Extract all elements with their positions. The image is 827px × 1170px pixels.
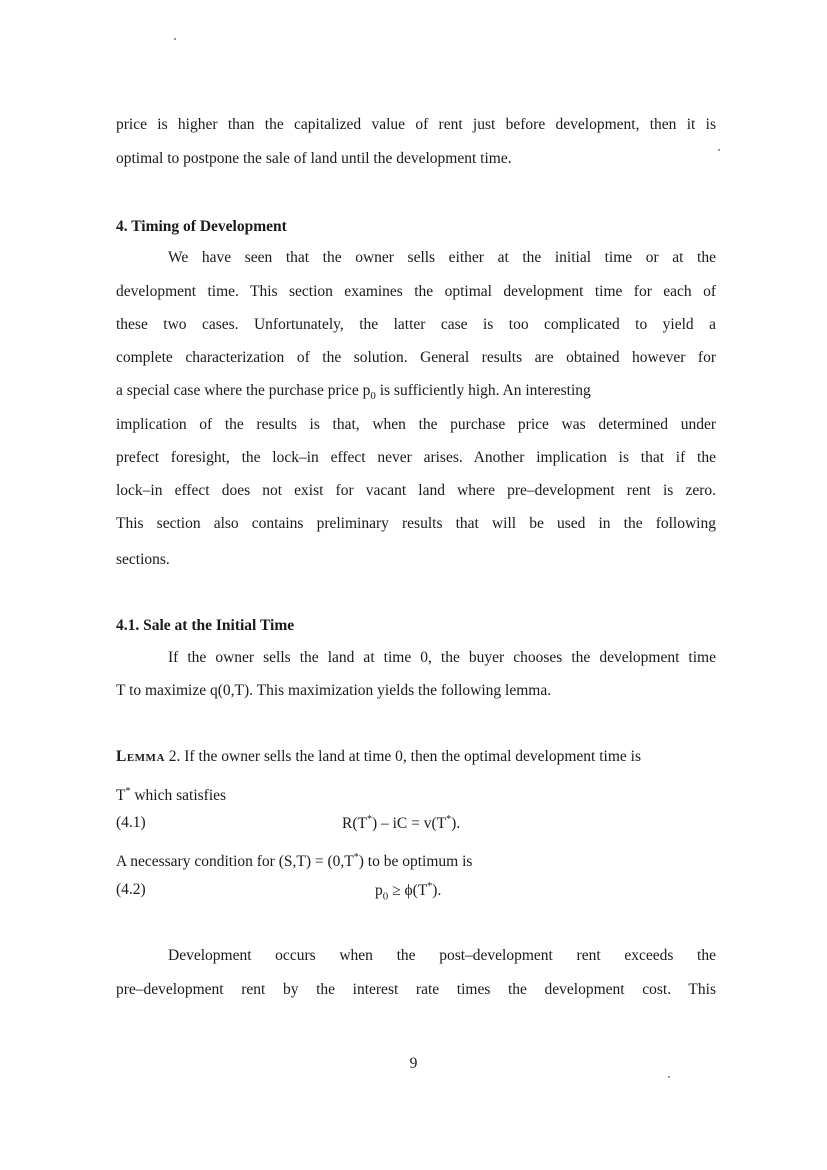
scan-speck	[174, 38, 176, 40]
section-4-1-line-2: T to maximize q(0,T). This maximization yields the following lemma.	[116, 682, 552, 699]
section-4-heading: 4. Timing of Development	[116, 218, 287, 235]
page-number: 9	[409, 1055, 418, 1072]
section-4-line-1: We have seen that the owner sells either at the initial time or at the	[168, 249, 716, 266]
eq1-part-c: ).	[451, 815, 461, 833]
special-case-text-b: is sufficiently high. An interesting	[375, 382, 591, 399]
eq1-part-a: R(T	[342, 815, 367, 833]
scan-speck	[718, 149, 720, 151]
section-4-line-5	[116, 381, 716, 406]
eq2-p-subscript: 0	[382, 890, 389, 903]
section-4-line-2: development time. This section examines the optimal development time for each of	[116, 283, 716, 300]
section-4-1-line-1: If the owner sells the land at time 0, the buyer chooses the development time	[168, 649, 716, 666]
section-4-line-9: This section also contains preliminary results that will be used in the following	[116, 515, 716, 532]
eq2-part-c: ).	[432, 882, 442, 900]
special-case-subscript: 0	[370, 390, 376, 403]
lemma-T: T	[116, 787, 126, 805]
section-4-line-6: implication of the results is that, when the purchase price was determined under	[116, 416, 716, 433]
special-case-text-a: a special case where the purchase price p	[116, 382, 371, 399]
lemma-text: If the owner sells the land at time 0, then the optimal development time is	[180, 748, 641, 765]
section-4-line-4: complete characterization of the solution. General results are obtained however for	[116, 349, 716, 366]
eq2-p: p	[375, 882, 383, 900]
lemma-T-star: *	[125, 786, 131, 797]
eq1-star-2: *	[446, 814, 452, 825]
intro-line-1: price is higher than the capitalized value of rent just before development, then it is	[116, 116, 716, 133]
cond-star: *	[353, 852, 359, 863]
cond-part-a: A necessary condition for (S,T) = (0,T	[116, 853, 354, 871]
lemma-number: 2.	[164, 748, 181, 765]
closing-line-2: pre–development rent by the interest rate times the development cost. This	[116, 981, 716, 998]
lemma-line-2	[116, 782, 716, 806]
scan-speck	[668, 1076, 670, 1078]
necessary-condition-line	[116, 848, 716, 872]
closing-line-1: Development occurs when the post–development rent exceeds the	[168, 947, 716, 964]
eq2-part-b: ≥ ϕ(T	[388, 882, 428, 900]
section-4-1-heading: 4.1. Sale at the Initial Time	[116, 617, 295, 634]
equation-4-2	[375, 881, 441, 902]
eq1-part-b: ) – iC = v(T	[371, 815, 447, 833]
lemma-which-satisfies: which satisfies	[130, 787, 227, 805]
section-4-line-10: sections.	[116, 551, 170, 568]
equation-4-2-number: (4.2)	[116, 881, 146, 898]
cond-part-b: ) to be optimum is	[358, 853, 473, 871]
section-4-line-3: these two cases. Unfortunately, the latter case is too complicated to yield a	[116, 316, 716, 333]
eq2-star: *	[427, 881, 433, 892]
lemma-label: Lemma	[116, 748, 165, 765]
equation-4-1-number: (4.1)	[116, 814, 146, 831]
eq1-star-1: *	[366, 814, 372, 825]
lemma-line-1	[116, 747, 716, 767]
equation-4-1	[342, 814, 460, 833]
intro-line-2: optimal to postpone the sale of land until the development time.	[116, 150, 512, 167]
section-4-line-7: prefect foresight, the lock–in effect never arises. Another implication is that if the	[116, 449, 716, 466]
section-4-line-8: lock–in effect does not exist for vacant land where pre–development rent is zero.	[116, 482, 716, 499]
